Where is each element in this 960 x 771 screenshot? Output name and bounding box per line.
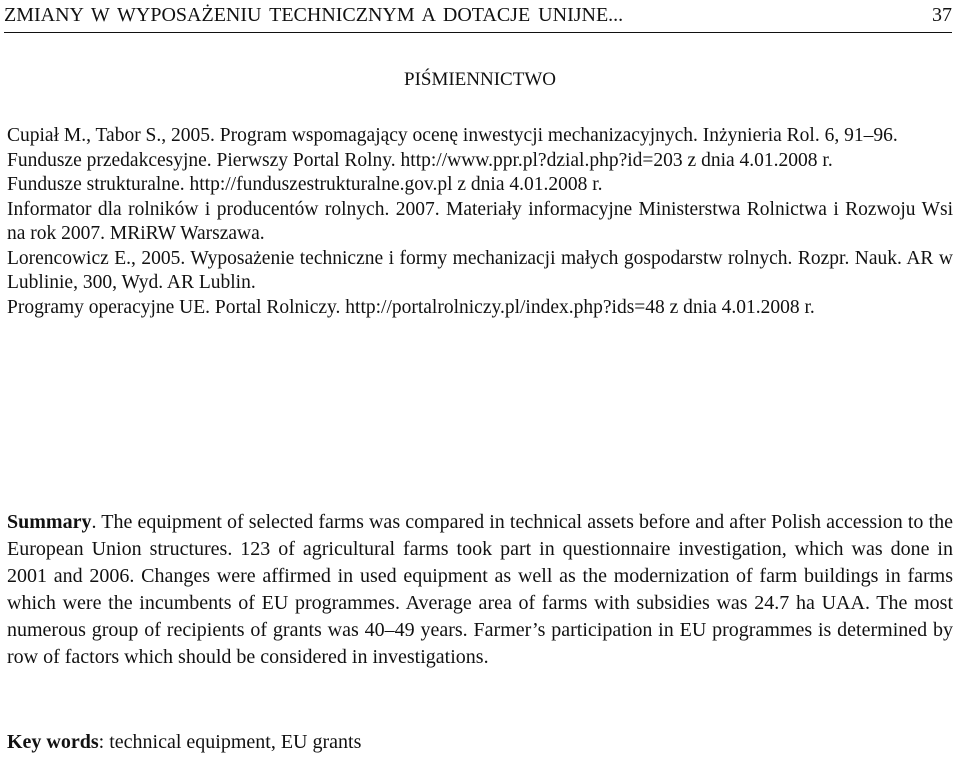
page-number: 37 [932,4,952,26]
summary-label: Summary [7,511,92,533]
reference-entry: Fundusze strukturalne. http://funduszestrukturalne.gov.pl z dnia 4.01.2008 r. [7,174,603,195]
bibliography-heading: PIŚMIENNICTWO [404,69,556,90]
running-title: ZMIANY W WYPOSAŻENIU TECHNICZNYM A DOTACJE UNIJNE... [4,4,624,26]
reference-entry: Programy operacyjne UE. Portal Rolniczy. http://portalrolniczy.pl/index.php?ids=48 z dnia 4.01.2008 r. [7,296,815,318]
reference-entry: Informator dla rolników i producentów rolnych. 2007. Materiały informacyjne Ministerstwa Rolnictwa i Rozwoju Wsi na rok 2007. MRiRW Warszawa. [7,198,953,244]
running-header [4,2,952,33]
summary-text: . The equipment of selected farms was compared in technical assets before and after Polish accession to the European Union structures. 123 of agricultural farms took part in questionnaire investigation, which was done in 2001 and 2006. Changes were affirmed in used equipment as well as the modernization of farm buildings in farms which were the incumbents of EU programmes. Average area of farms with subsidies was 24.7 ha UAA. The most numerous group of recipients of grants was 40–49 years. Farmer’s participation in EU programmes is determined by row of factors which should be considered in investigations. [7,511,953,668]
reference-entry: Fundusze przedakcesyjne. Pierwszy Portal Rolny. http://www.ppr.pl?dzial.php?id=203 z dnia 4.01.2008 r. [7,149,833,171]
keywords-text: : technical equipment, EU grants [98,731,362,753]
summary-paragraph [7,509,953,671]
reference-list [7,124,953,320]
keywords-line [7,729,953,756]
reference-entry: Lorencowicz E., 2005. Wyposażenie techniczne i formy mechanizacji małych gospodarstw rolnych. Rozpr. Nauk. AR w Lublinie, 300, Wyd. AR Lublin. [7,247,953,293]
reference-entry: Cupiał M., Tabor S., 2005. Program wspomagający ocenę inwestycji mechanizacyjnych. Inżynieria Rol. 6, 91–96. [7,125,898,146]
keywords-label: Key words [7,731,99,753]
